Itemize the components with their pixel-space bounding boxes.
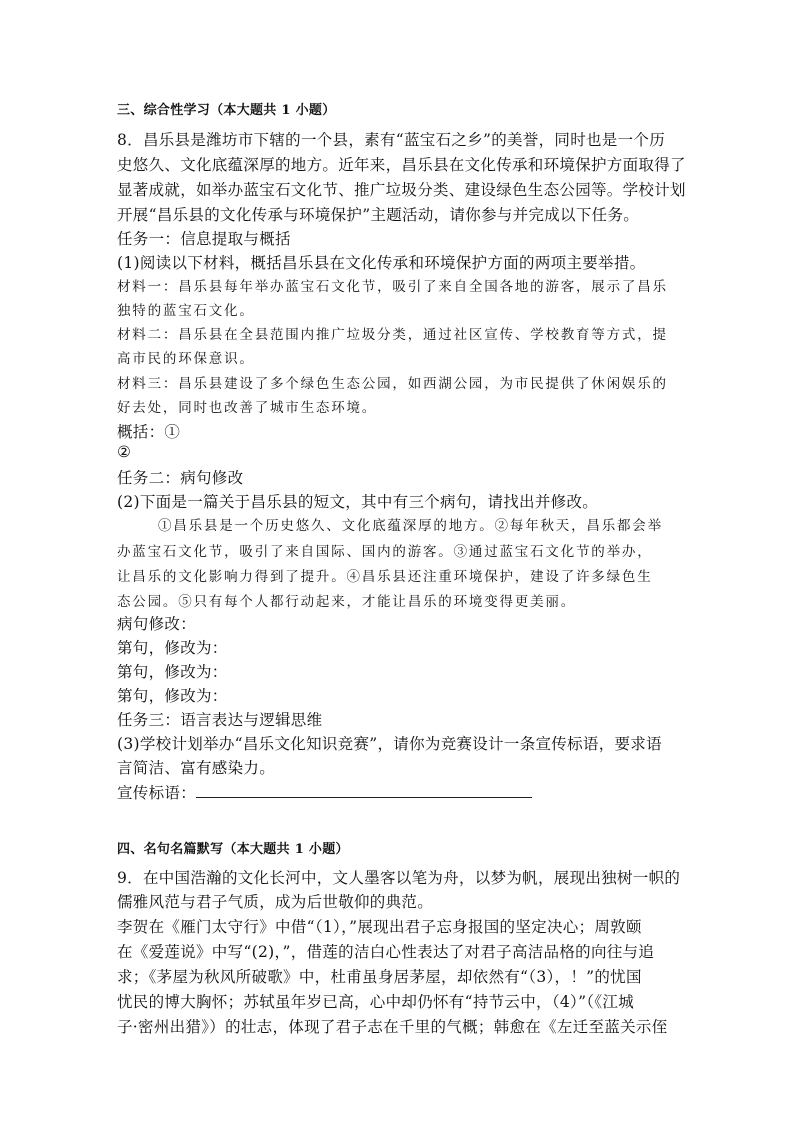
task3-question-line-2: 言简洁、富有感染力。 <box>117 759 276 777</box>
material-3-line-1: 材料三：昌乐县建设了多个绿色生态公园，如西湖公园，为市民提供了休闲娱乐的 <box>117 376 668 392</box>
material-2-line-2: 高市民的环保意识。 <box>117 351 255 367</box>
q9-intro-line-2: 儒雅风范与君子气质，成为后世敬仰的典范。 <box>117 893 434 911</box>
fix-line-3: 第句，修改为： <box>117 687 228 705</box>
slogan-answer-blank <box>196 785 532 798</box>
fix-label: 病句修改： <box>117 615 197 633</box>
q9-body-line-3: 求；《茅屋为秋风所破歌》中，杜甫虽身居茅屋，却依然有“（3），！”的忧国 <box>117 968 642 986</box>
q9-body-line-2: 在《爱莲说》中写“(2)，”，借莲的洁白心性表达了对君子高洁品格的向往与追 <box>117 943 655 961</box>
summary-item-2: ② <box>117 443 132 461</box>
material-1-line-2: 独特的蓝宝石文化。 <box>117 303 255 319</box>
task3-title: 任务三：语言表达与逻辑思维 <box>117 711 323 729</box>
q9-body-line-1: 李贺在《雁门太守行》中借“（1），”展现出君子忘身报国的坚定决心；周敦颐 <box>117 918 642 936</box>
material-2-line-1: 材料二：昌乐县在全县范围内推广垃圾分类，通过社区宣传、学校教育等方式，提 <box>117 327 668 343</box>
q9-body-line-5: 子·密州出猎》）的壮志，体现了君子志在千里的气概；韩愈在《左迁至蓝关示侄 <box>117 1018 668 1036</box>
fix-line-2: 第句，修改为： <box>117 663 228 681</box>
passage-line-3: 让昌乐的文化影响力得到了提升。④昌乐县还注重环境保护，建设了许多绿色生 <box>117 569 653 585</box>
q8-intro-line-2: 史悠久、文化底蕴深厚的地方。近年来，昌乐县在文化传承和环境保护方面取得了 <box>117 156 686 174</box>
q8-intro-line-3: 显著成就，如举办蓝宝石文化节、推广垃圾分类、建设绿色生态公园等。学校计划 <box>117 181 686 199</box>
q9-body-line-4: 忧民的博大胸怀；苏轼虽年岁已高，心中却仍怀有“持节云中，（4）”（《江城 <box>117 993 635 1011</box>
task2-title: 任务二：病句修改 <box>117 469 244 487</box>
task1-title: 任务一：信息提取与概括 <box>117 230 291 248</box>
task2-question: (2)下面是一篇关于昌乐县的短文，其中有三个病句，请找出并修改。 <box>117 493 599 511</box>
material-3-line-2: 好去处，同时也改善了城市生态环境。 <box>117 400 378 416</box>
passage-line-1: ①昌乐县是一个历史悠久、文化底蕴深厚的地方。②每年秋天，昌乐都会举 <box>158 518 663 534</box>
passage-line-2: 办蓝宝石文化节，吸引了来自国际、国内的游客。③通过蓝宝石文化节的举办， <box>117 544 653 560</box>
q9-intro-line-1: 9．在中国浩瀚的文化长河中，文人墨客以笔为舟，以梦为帆，展现出独树一帜的 <box>117 869 681 887</box>
section-4-heading: 四、名句名篇默写（本大题共 1 小题） <box>117 842 349 857</box>
fix-line-1: 第句，修改为： <box>117 639 228 657</box>
passage-line-4: 态公园。⑤只有每个人都行动起来，才能让昌乐的环境变得更美丽。 <box>117 594 576 610</box>
q8-intro-line-1: 8．昌乐县是潍坊市下辖的一个县，素有“蓝宝石之乡”的美誉，同时也是一个历 <box>117 131 666 149</box>
task3-question-line-1: (3)学校计划举办“昌乐文化知识竞赛”，请你为竞赛设计一条宣传标语，要求语 <box>117 735 662 753</box>
slogan-row <box>117 781 532 803</box>
slogan-label: 宣传标语： <box>117 784 197 802</box>
section-3-heading: 三、综合性学习（本大题共 1 小题） <box>117 103 336 118</box>
q8-intro-line-4: 开展“昌乐县的文化传承与环境保护”主题活动，请你参与并完成以下任务。 <box>117 206 640 224</box>
summary-label: 概括：① <box>117 423 181 441</box>
material-1-line-1: 材料一：昌乐县每年举办蓝宝石文化节，吸引了来自全国各地的游客，展示了昌乐 <box>117 279 668 295</box>
task1-question: (1)阅读以下材料，概括昌乐县在文化传承和环境保护方面的两项主要举措。 <box>117 254 646 272</box>
